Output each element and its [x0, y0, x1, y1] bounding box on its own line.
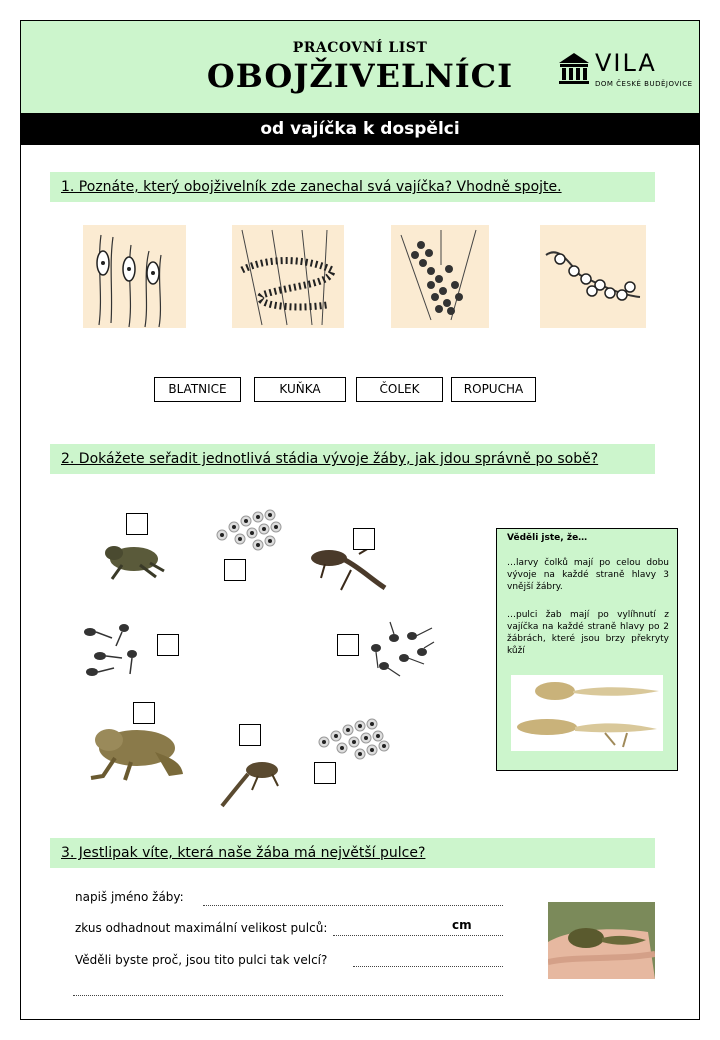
- why-big-answer-line[interactable]: [353, 966, 503, 967]
- worksheet-title: OBOJŽIVELNÍCI: [206, 57, 514, 95]
- egg-cluster-illustration: [540, 225, 646, 328]
- frog-spawn-image-1: [212, 505, 284, 557]
- larvae-comparison-image: [511, 675, 663, 751]
- froglet-image: [218, 752, 284, 810]
- egg-chain-illustration: [232, 225, 344, 328]
- egg-image-2[interactable]: [232, 225, 344, 328]
- order-checkbox-tadpoles-1[interactable]: [157, 634, 179, 656]
- vila-logo: [557, 49, 693, 91]
- answer-box-blatnice[interactable]: BLATNICE: [154, 377, 241, 402]
- egg-clump-illustration: [391, 225, 489, 328]
- info-paragraph-newts: …larvy čolků mají po celou dobu vývoje na každé straně hlavy 3 vnější žábry.: [507, 558, 669, 592]
- worksheet-frame: [20, 20, 700, 1020]
- section-3-title: 3. Jestlipak víte, která naše žába má největší pulce?: [50, 838, 655, 868]
- why-big-answer-line-2[interactable]: [73, 995, 503, 996]
- did-you-know-box: [496, 528, 678, 771]
- info-paragraph-tadpoles: …pulci žab mají po vylíhnutí z vajíčka na každé straně hlavy po 2 žábrách, které jsou brzy překryty kůží: [507, 610, 669, 656]
- answer-box-colek[interactable]: ČOLEK: [356, 377, 443, 402]
- section-1-title: 1. Poznáte, který obojživelník zde zanechal svá vajíčka? Vhodně spojte.: [50, 172, 655, 202]
- frog-spawn-image-2: [316, 716, 392, 768]
- logo-word: VILA: [595, 49, 657, 77]
- header: [21, 21, 699, 113]
- size-unit: cm: [452, 918, 472, 932]
- worksheet-subtitle: PRACOVNÍ LIST: [292, 40, 428, 56]
- tadpole-in-hand-photo: [548, 902, 655, 979]
- order-checkbox-young-frog[interactable]: [126, 513, 148, 535]
- tadpole-size-label: zkus odhadnout maximální velikost pulců:: [75, 921, 328, 935]
- hand-tadpole-illustration: [548, 902, 655, 979]
- frog-name-label: napiš jméno žáby:: [75, 890, 184, 904]
- order-checkbox-legged-tadpole[interactable]: [353, 528, 375, 550]
- egg-strand-illustration: [83, 225, 186, 328]
- frog-name-answer-line[interactable]: [203, 905, 503, 906]
- tadpole-with-legs-image: [305, 540, 390, 595]
- info-title: Věděli jste, že…: [507, 533, 588, 543]
- tadpoles-image-1: [72, 618, 152, 680]
- order-checkbox-spawn-2[interactable]: [314, 762, 336, 784]
- answer-box-kunka[interactable]: KUŇKA: [254, 377, 346, 402]
- adult-frog-image: [85, 718, 187, 786]
- order-checkbox-froglet[interactable]: [239, 724, 261, 746]
- egg-image-1[interactable]: [83, 225, 186, 328]
- young-frog-image: [100, 535, 170, 583]
- order-checkbox-spawn-1[interactable]: [224, 559, 246, 581]
- building-icon: [557, 51, 591, 85]
- egg-image-4[interactable]: [540, 225, 646, 328]
- section-2-title: 2. Dokážete seřadit jednotlivá stádia vývoje žáby, jak jdou správně po sobě?: [50, 444, 655, 474]
- order-checkbox-adult-frog[interactable]: [133, 702, 155, 724]
- order-checkbox-tadpoles-2[interactable]: [337, 634, 359, 656]
- logo-subtext: DOM ČESKÉ BUDĚJOVICE: [595, 80, 693, 88]
- tadpole-size-answer-line[interactable]: [333, 935, 503, 936]
- topic-banner: od vajíčka k dospělci: [21, 113, 699, 145]
- egg-image-3[interactable]: [391, 225, 489, 328]
- why-big-label: Věděli byste proč, jsou tito pulci tak velcí?: [75, 953, 328, 967]
- tadpoles-image-2: [364, 618, 438, 680]
- answer-box-ropucha[interactable]: ROPUCHA: [451, 377, 536, 402]
